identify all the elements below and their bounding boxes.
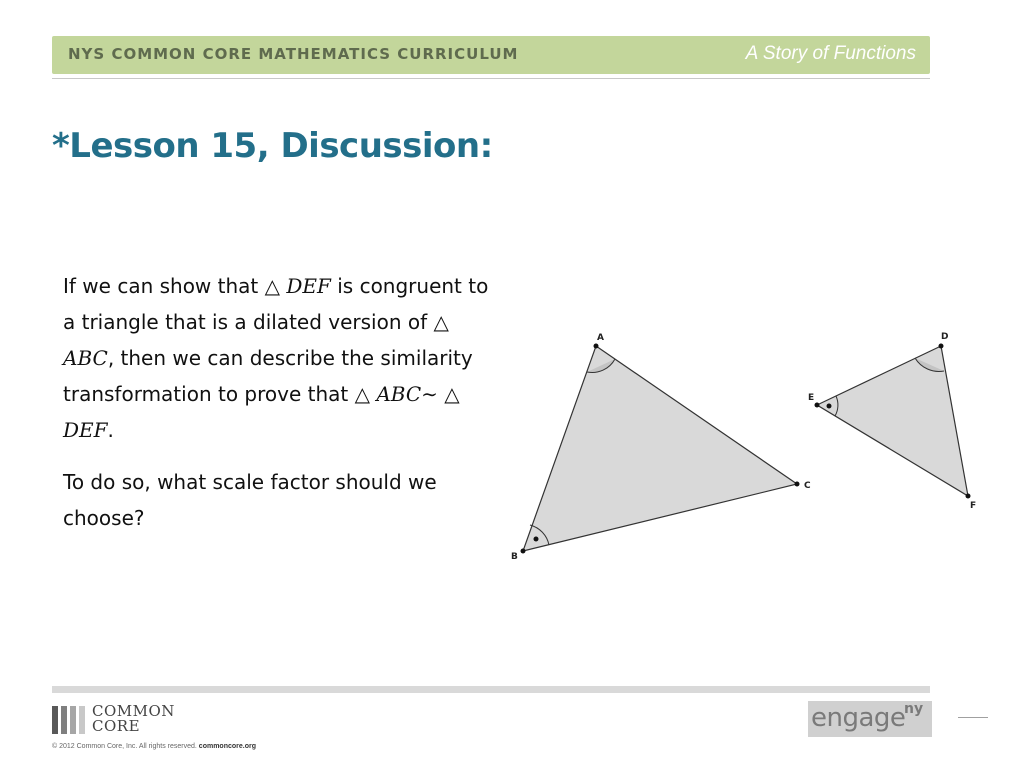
engage-logo-superscript: ny: [904, 701, 924, 717]
discussion-paragraph-1: If we can show that △ DEF is congruent to a triangle that is a dilated version of △ ABC, then we can describe the similarity transformation to prove that △ ABC∼ △ DEF.: [63, 274, 489, 442]
engage-logo-text: engage: [811, 703, 906, 733]
triangle-abc: [511, 333, 811, 562]
common-core-logo: [52, 704, 187, 736]
label-c: C: [804, 481, 811, 491]
vertex-d: [939, 344, 944, 349]
angle-b-dot: [534, 537, 539, 542]
similarity-statement: △ ABC∼ △ DEF: [63, 382, 460, 442]
logo-line-1: COMMON: [92, 702, 175, 720]
label-e: E: [808, 393, 815, 403]
logo-line-2: CORE: [92, 717, 141, 735]
triangle-def: [808, 332, 976, 511]
triangle-abc-shape: [523, 346, 797, 551]
lesson-title: *Lesson 15, Discussion:: [52, 126, 493, 166]
vertex-c: [795, 482, 800, 487]
copyright-notice: © 2012 Common Core, Inc. All rights reserved. commoncore.org: [52, 743, 256, 750]
label-b: B: [511, 552, 518, 562]
common-core-bars-icon: [52, 706, 86, 734]
triangle-def-symbol: △ DEF: [264, 274, 331, 298]
copyright-link[interactable]: commoncore.org: [198, 743, 256, 750]
engage-ny-logo: [808, 701, 932, 737]
label-d: D: [941, 332, 949, 342]
vertex-e: [815, 403, 820, 408]
triangle-def-shape: [817, 346, 968, 496]
curriculum-title: NYS COMMON CORE MATHEMATICS CURRICULUM: [68, 45, 519, 63]
vertex-f: [966, 494, 971, 499]
slide-marker: [958, 717, 988, 718]
series-title: A Story of Functions: [745, 43, 916, 64]
footer-divider: [52, 686, 930, 693]
vertex-b: [521, 549, 526, 554]
discussion-paragraph-2: To do so, what scale factor should we choose?: [63, 470, 437, 530]
label-f: F: [970, 501, 977, 511]
triangle-abc-symbol: △ ABC: [63, 310, 449, 370]
label-a: A: [597, 333, 604, 343]
vertex-a: [594, 344, 599, 349]
angle-e-dot: [827, 404, 832, 409]
